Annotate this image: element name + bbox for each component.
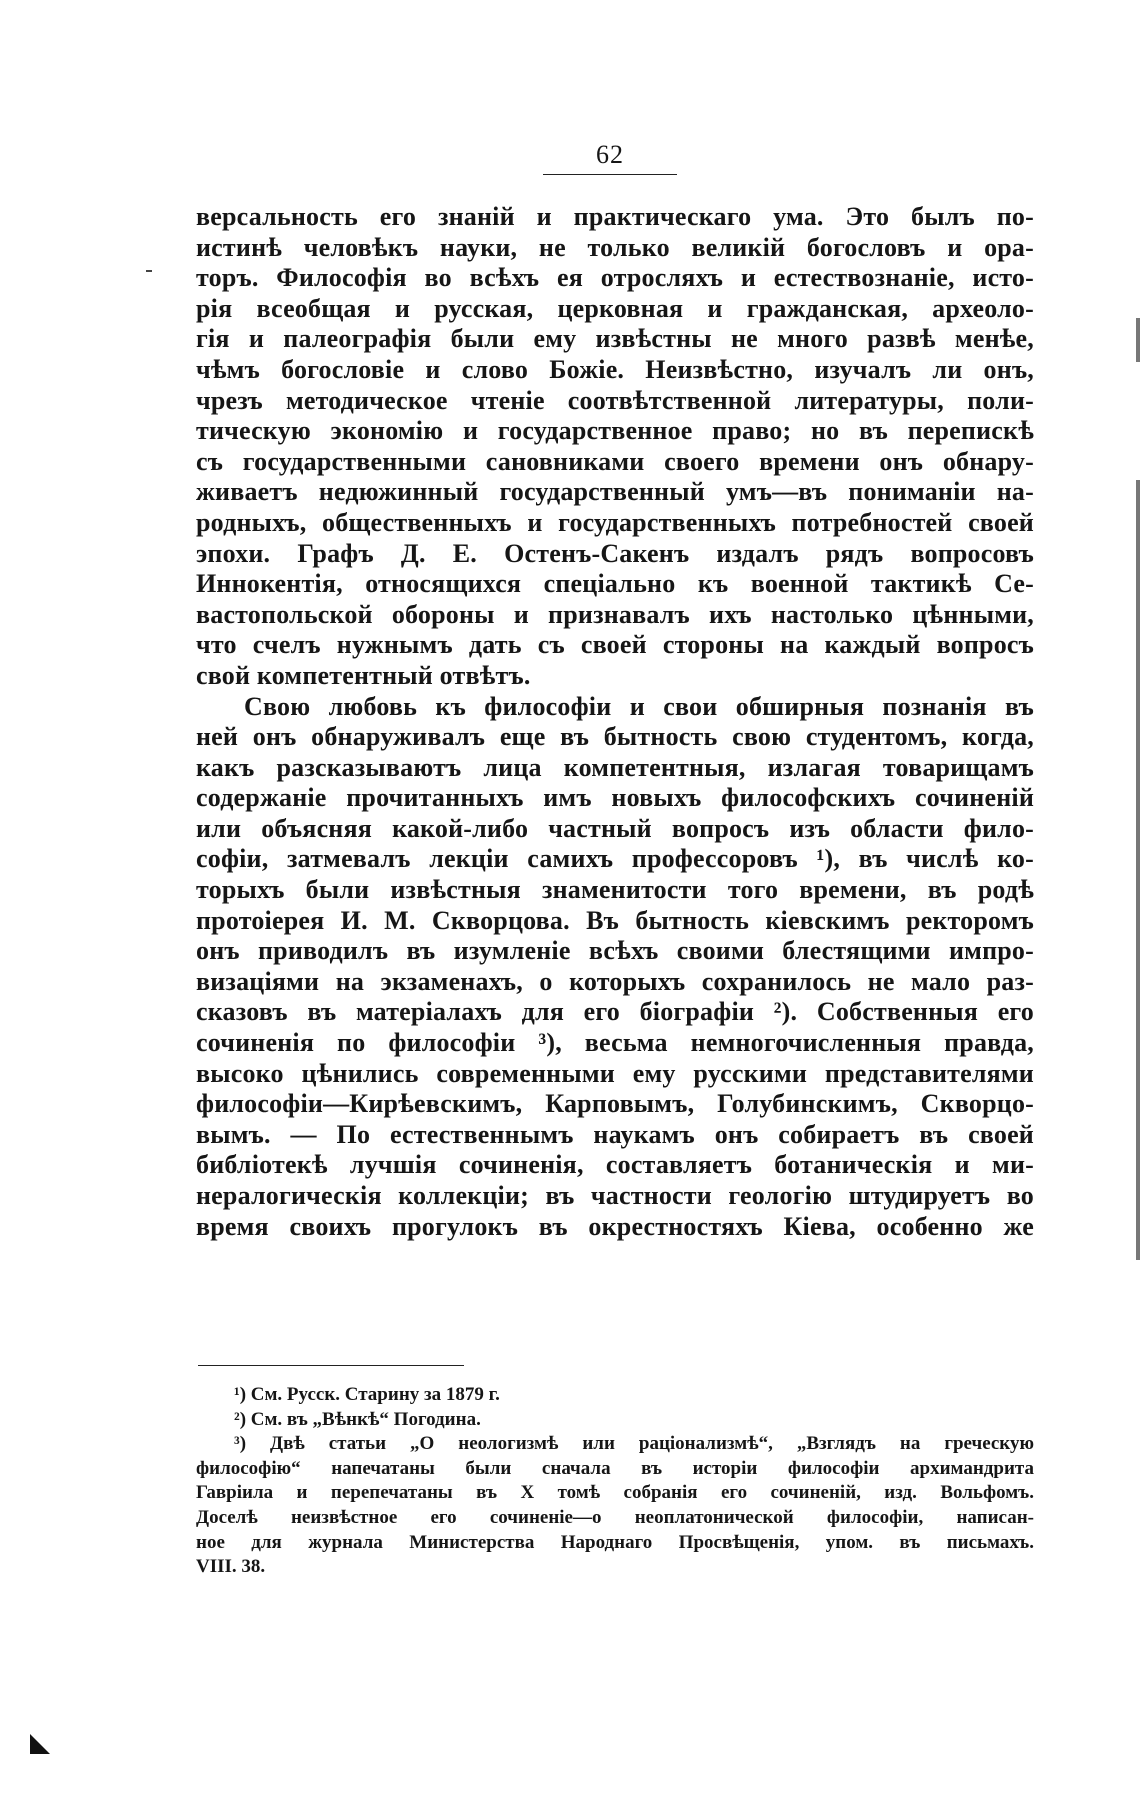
- page-number: 62: [596, 140, 624, 169]
- text-line: философіи—Кирѣевскимъ, Карповымъ, Голубинскимъ, Скворцо-: [196, 1089, 1034, 1119]
- text-line: сказовъ въ матеріалахъ для его біографіи ²). Собственныя его: [196, 997, 1034, 1027]
- text-line: что счелъ нужнымъ дать съ своей стороны на каждый вопросъ: [196, 630, 1034, 660]
- scan-edge-mark: [1136, 480, 1140, 1260]
- text-line: или объясняя какой-либо частный вопросъ изъ области фило-: [196, 813, 1034, 843]
- footnote-rule: [198, 1365, 464, 1366]
- text-line: Свою любовь къ философіи и свои обширныя познанія въ: [244, 691, 1034, 721]
- footnote-line: ³) Двѣ статьи „О неологизмѣ или раціонализмѣ“, „Взглядъ на греческую: [234, 1433, 1034, 1455]
- text-line: содержаніе прочитанныхъ имъ новыхъ философскихъ сочиненій: [196, 783, 1034, 813]
- text-line: эпохи. Графъ Д. Е. Остенъ-Сакенъ издалъ рядъ вопросовъ: [196, 538, 1034, 568]
- text-line: истинѣ человѣкъ науки, не только великій богословъ и ора-: [196, 232, 1034, 262]
- text-line: свой компетентный отвѣтъ.: [196, 660, 531, 690]
- text-line: высоко цѣнились современными ему русскими представителями: [196, 1058, 1034, 1088]
- text-line: сочиненія по философіи ³), весьма немногочисленныя правда,: [196, 1028, 1034, 1058]
- footnote-line: ¹) См. Русск. Старину за 1879 г.: [234, 1384, 500, 1405]
- text-line: гія и палеографія были ему извѣстны не много развѣ менѣе,: [196, 324, 1034, 354]
- text-line: чрезъ методическое чтеніе соотвѣтственной литературы, поли-: [196, 385, 1034, 415]
- text-line: рія всеобщая и русская, церковная и гражданская, археоло-: [196, 293, 1034, 323]
- text-line: нералогическія коллекціи; въ частности геологію штудируетъ во: [196, 1181, 1034, 1210]
- body-text: [196, 202, 1034, 1242]
- text-line: родныхъ, общественныхъ и государственныхъ потребностей своей: [196, 507, 1034, 537]
- text-line: ней онъ обнаруживалъ еще въ бытность свою студентомъ, когда,: [196, 722, 1034, 752]
- text-line: торыхъ были извѣстныя знаменитости того времени, въ родѣ: [196, 875, 1034, 905]
- text-line: библіотекѣ лучшія сочиненія, составляетъ ботаническія и ми-: [196, 1150, 1034, 1180]
- footnotes: [196, 1383, 1034, 1580]
- text-line: вымъ. — По естественнымъ наукамъ онъ собираетъ въ своей: [196, 1119, 1034, 1149]
- text-line: вастопольской обороны и признавалъ ихъ настолько цѣнными,: [196, 599, 1034, 629]
- text-line: версальность его знаній и практическаго ума. Это былъ по-: [196, 202, 1034, 231]
- text-line: живаетъ недюжинный государственный умъ—въ пониманіи на-: [196, 477, 1034, 507]
- scan-edge-mark: [1136, 318, 1140, 362]
- text-line: Иннокентія, относящихся спеціально къ военной тактикѣ Се-: [196, 569, 1034, 599]
- text-line: чѣмъ богословіе и слово Божіе. Неизвѣстно, изучалъ ли онъ,: [196, 354, 1034, 384]
- margin-mark: [146, 270, 152, 272]
- text-line: софіи, затмевалъ лекціи самихъ профессоровъ ¹), въ числѣ ко-: [196, 844, 1034, 874]
- text-line: какъ разсказываютъ лица компетентныя, излагая товарищамъ: [196, 752, 1034, 782]
- header-rule: [543, 174, 677, 175]
- footnote-line: философію“ напечатаны были сначала въ исторіи философіи архимандрита: [196, 1457, 1034, 1479]
- text-line: протоіерея И. М. Скворцова. Въ бытность кіевскимъ ректоромъ: [196, 905, 1034, 935]
- footnote-line: VIII. 38.: [196, 1556, 266, 1578]
- footnote-line: ²) См. въ „Вѣнкѣ“ Погодина.: [234, 1408, 481, 1430]
- footnote-line: Доселѣ неизвѣстное его сочиненіе—о неоплатонической философіи, написан-: [196, 1506, 1034, 1528]
- footnote-line: Гавріила и перепечатаны въ X томѣ собранія его сочиненій, изд. Вольфомъ.: [196, 1482, 1034, 1504]
- corner-mark-icon: [30, 1734, 50, 1754]
- text-line: съ государственными сановниками своего времени онъ обнару-: [196, 446, 1034, 476]
- text-line: визаціями на экзаменахъ, о которыхъ сохранилось не мало раз-: [196, 966, 1034, 996]
- text-line: тическую экономію и государственное право; но въ перепискѣ: [196, 416, 1034, 446]
- footnote-line: ное для журнала Министерства Народнаго Просвѣщенія, упом. въ письмахъ.: [196, 1531, 1034, 1553]
- text-line: время своихъ прогулокъ въ окрестностяхъ Кіева, особенно же: [196, 1211, 1034, 1241]
- text-line: торъ. Философія во всѣхъ ея отросляхъ и естествознаніе, исто-: [196, 263, 1034, 293]
- text-line: онъ приводилъ въ изумленіе всѣхъ своими блестящими импро-: [196, 936, 1034, 966]
